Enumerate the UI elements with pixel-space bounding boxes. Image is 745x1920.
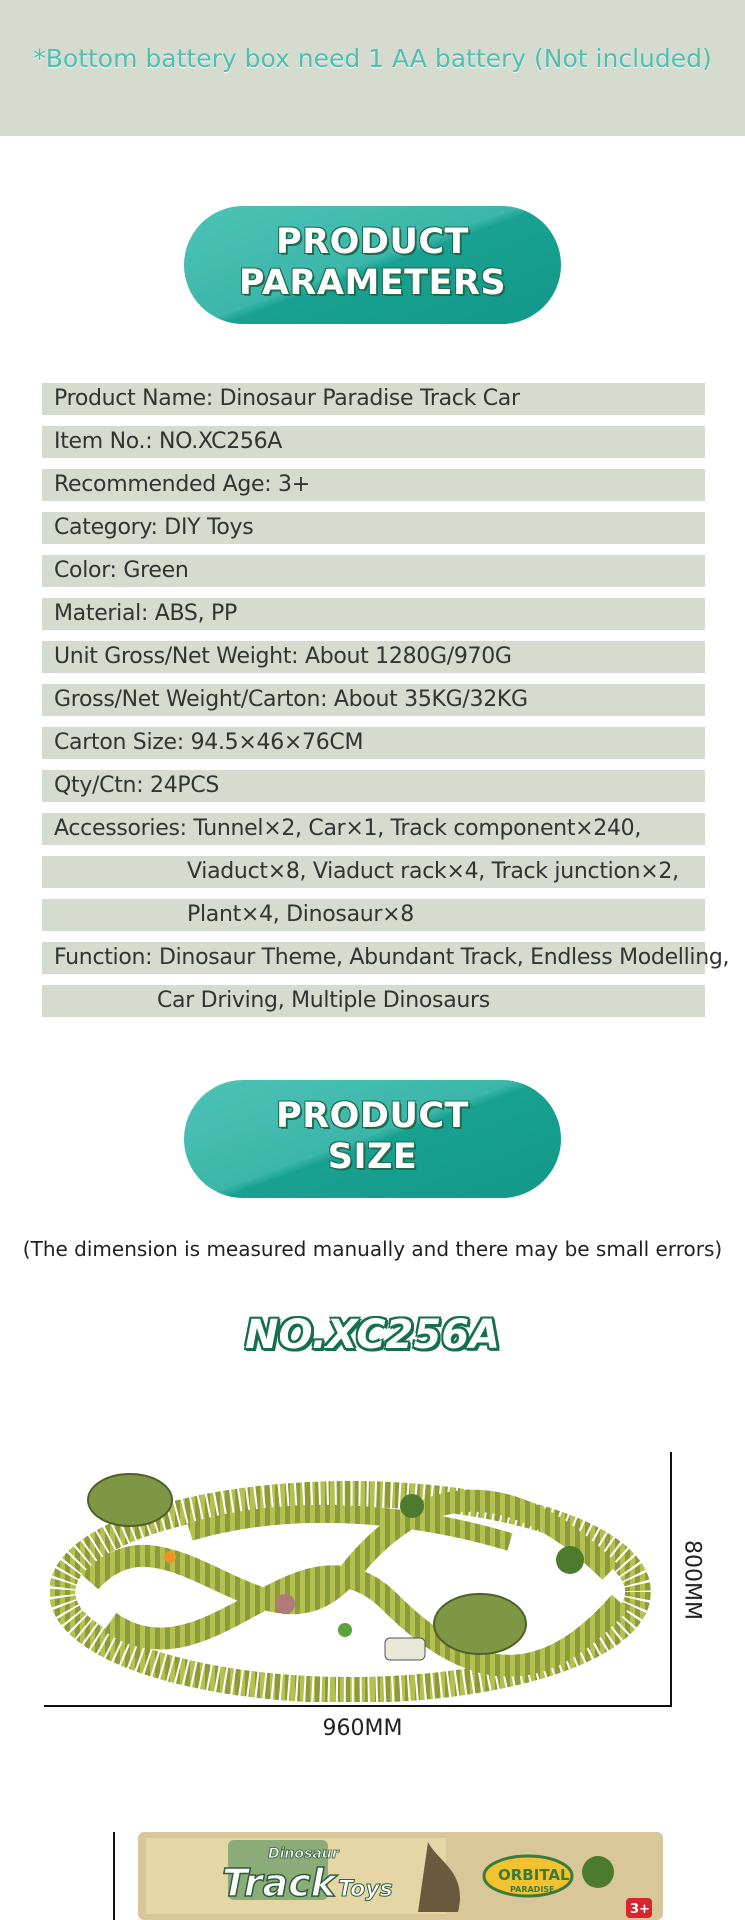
parameters-list — [42, 383, 730, 1028]
size-heading — [184, 1080, 561, 1198]
param-material: Material: ABS, PP — [42, 598, 705, 630]
param-product-name: Product Name: Dinosaur Paradise Track Car — [42, 383, 705, 415]
width-label: 960MM — [322, 1716, 403, 1741]
param-recommended-age: Recommended Age: 3+ — [42, 469, 705, 501]
parameters-heading — [184, 206, 561, 324]
product-box-image — [138, 1832, 663, 1920]
param-unit-weight: Unit Gross/Net Weight: About 1280G/970G — [42, 641, 705, 673]
param-function-cont: Car Driving, Multiple Dinosaurs — [42, 985, 705, 1017]
plant — [556, 1546, 584, 1574]
param-accessories: Accessories: Tunnel×2, Car×1, Track component×240, — [42, 813, 705, 845]
param-accessories-cont2: Plant×4, Dinosaur×8 — [42, 899, 705, 931]
toy-car — [385, 1638, 425, 1660]
size-note: (The dimension is measured manually and there may be small errors) — [22, 1237, 723, 1261]
dino-head-tunnel-right — [434, 1594, 526, 1654]
height-dimension-line — [670, 1452, 672, 1707]
param-carton-weight: Gross/Net Weight/Carton: About 35KG/32KG — [42, 684, 705, 716]
dinosaur-figure — [275, 1594, 295, 1614]
box-series: ORBITAL — [498, 1866, 570, 1884]
param-category: Category: DIY Toys — [42, 512, 705, 544]
model-number: NO.XC256A — [244, 1312, 501, 1358]
box-brand-suffix: Toys — [338, 1877, 393, 1902]
plant — [400, 1494, 424, 1518]
parameters-heading-line2: PARAMETERS — [238, 263, 507, 303]
battery-note: *Bottom battery box need 1 AA battery (Not included) — [33, 44, 712, 73]
box-brand-main: Track — [222, 1861, 336, 1905]
param-carton-size: Carton Size: 94.5×46×76CM — [42, 727, 705, 759]
dinosaur-figure — [164, 1551, 176, 1563]
param-accessories-cont1: Viaduct×8, Viaduct rack×4, Track junction×2, — [42, 856, 705, 888]
parameters-heading-line1: PRODUCT — [276, 222, 469, 262]
dino-head-tunnel-left — [88, 1474, 172, 1526]
param-color: Color: Green — [42, 555, 705, 587]
box-dimension-line — [113, 1832, 115, 1920]
box-series-sub: PARADISE — [510, 1885, 555, 1894]
dinosaur-figure — [338, 1623, 352, 1637]
size-heading-line2: SIZE — [327, 1137, 418, 1177]
size-heading-line1: PRODUCT — [276, 1096, 469, 1136]
param-qty-ctn: Qty/Ctn: 24PCS — [42, 770, 705, 802]
plant — [582, 1856, 614, 1888]
param-item-no: Item No.: NO.XC256A — [42, 426, 705, 458]
box-age-badge: 3+ — [630, 1902, 650, 1917]
box-brand-top: Dinosaur — [268, 1846, 339, 1862]
top-banner — [0, 0, 745, 136]
track-set-image — [50, 1452, 665, 1702]
param-function: Function: Dinosaur Theme, Abundant Track, Endless Modelling, — [42, 942, 705, 974]
height-label: 800MM — [679, 1540, 705, 1620]
width-dimension-line — [44, 1705, 672, 1707]
